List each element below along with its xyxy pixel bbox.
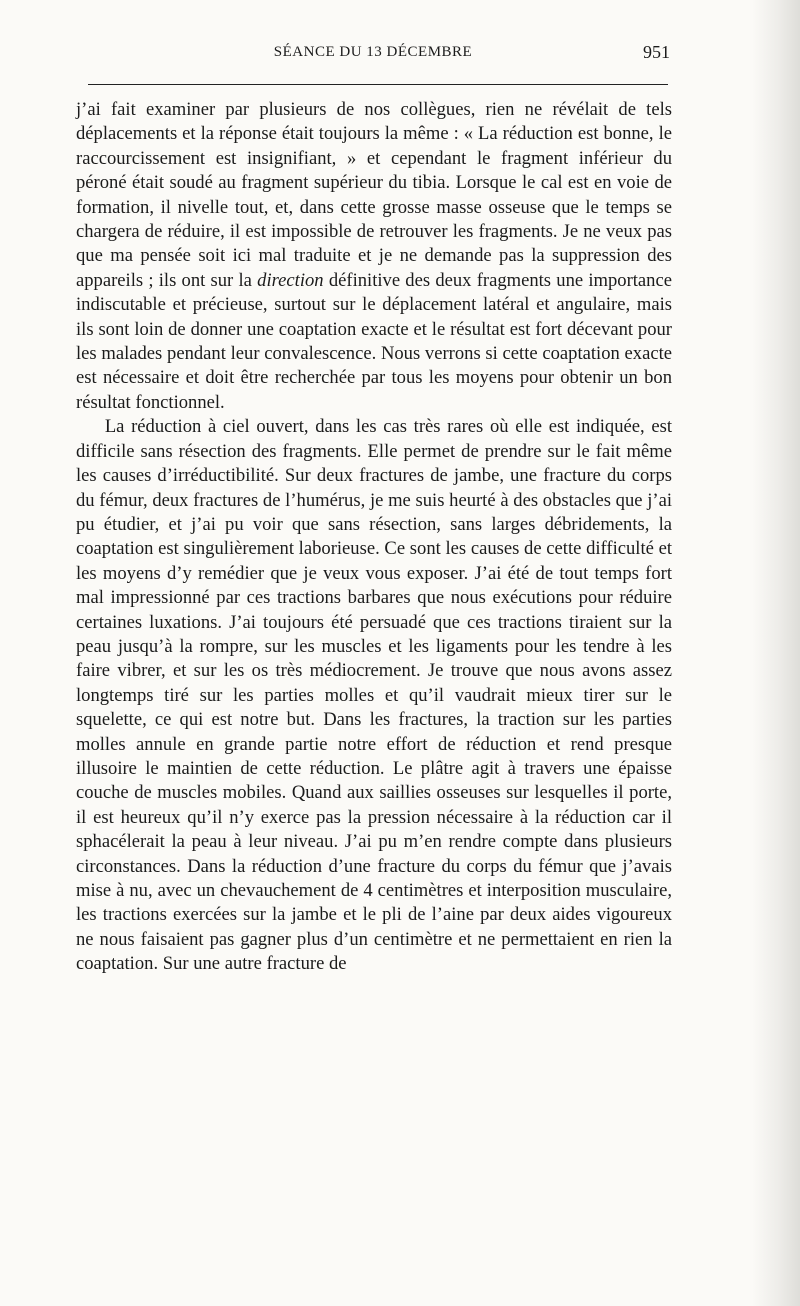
page-edge-shadow [752, 0, 800, 1306]
body-text [76, 98, 672, 977]
running-title: SÉANCE DU 13 DÉCEMBRE [273, 44, 473, 60]
paragraph-1-part-2: définitive des deux fragments une importance indiscutable et précieuse, surtout sur le déplacement latéral et angulaire, mais ils sont loin de donner une coaptation exacte et le résultat est fort décevant pour les malades pendant leur convalescence. Nous verrons si cette coaptation exacte est nécessaire et doit être recherchée par tous les moyens pour obtenir un bon résultat fonctionnel. [76, 269, 672, 413]
header-rule [88, 84, 668, 85]
page-header [76, 44, 670, 70]
paragraph-1 [76, 98, 672, 415]
paragraph-1-italic-word: direction [257, 269, 324, 291]
paragraph-2: La réduction à ciel ouvert, dans les cas très rares où elle est indiquée, est difficile sans résection des fragments. Elle permet de prendre sur le fait même les causes d’irréductibilité. Sur deux fractures de jambe, une fracture du corps du fémur, deux fractures de l’humérus, je me suis heurté à des obstacles que j’ai pu étudier, et j’ai pu voir que sans résection, sans larges débridements, la coaptation est singulièrement laborieuse. Ce sont les causes de cette difficulté et les moyens d’y remédier que je veux vous exposer. J’ai été de tout temps fort mal impressionné par ces tractions barbares que nous exécutions pour réduire certaines luxations. J’ai toujours été persuadé que ces tractions tiraient sur la peau jusqu’à la rompre, sur les muscles et les ligaments pour les tendre à les faire vibrer, et sur les os très médiocrement. Je trouve que nous avons assez longtemps tiré sur les parties molles et qu’il vaudrait mieux tirer sur le squelette, ce qui est notre but. Dans les fractures, la traction sur les parties molles annule en grande partie notre effort de réduction et rend presque illusoire le maintien de cette réduction. Le plâtre agit à travers une épaisse couche de muscles mobiles. Quand aux saillies osseuses sur lesquelles il porte, il est heureux qu’il n’y exerce pas la pression nécessaire à la réduction car il sphacélerait la peau à leur niveau. J’ai pu m’en rendre compte dans plusieurs circonstances. Dans la réduction d’une fracture du corps du fémur que j’avais mise à nu, avec un chevauchement de 4 centimètres et interposition musculaire, les tractions exercées sur la jambe et le pli de l’aine par deux aides vigoureux ne nous faisaient pas gagner plus d’un centimètre et ne permettaient en rien la coaptation. Sur une autre fracture de [76, 416, 672, 975]
paragraph-1-part-1: j’ai fait examiner par plusieurs de nos collègues, rien ne révélait de tels déplacements et la réponse était toujours la même : « La réduction est bonne, le raccourcissement est insignifiant, » et cependant le fragment inférieur du péroné était soudé au fragment supérieur du tibia. Lorsque le cal est en voie de formation, il nivelle tout, et, dans cette grosse masse osseuse que le temps se chargera de réduire, il est impossible de retrouver les fragments. Je ne veux pas que ma pensée soit ici mal traduite et je ne demande pas la suppression des appareils ; ils ont sur la [76, 99, 672, 291]
page-number: 951 [643, 42, 670, 62]
